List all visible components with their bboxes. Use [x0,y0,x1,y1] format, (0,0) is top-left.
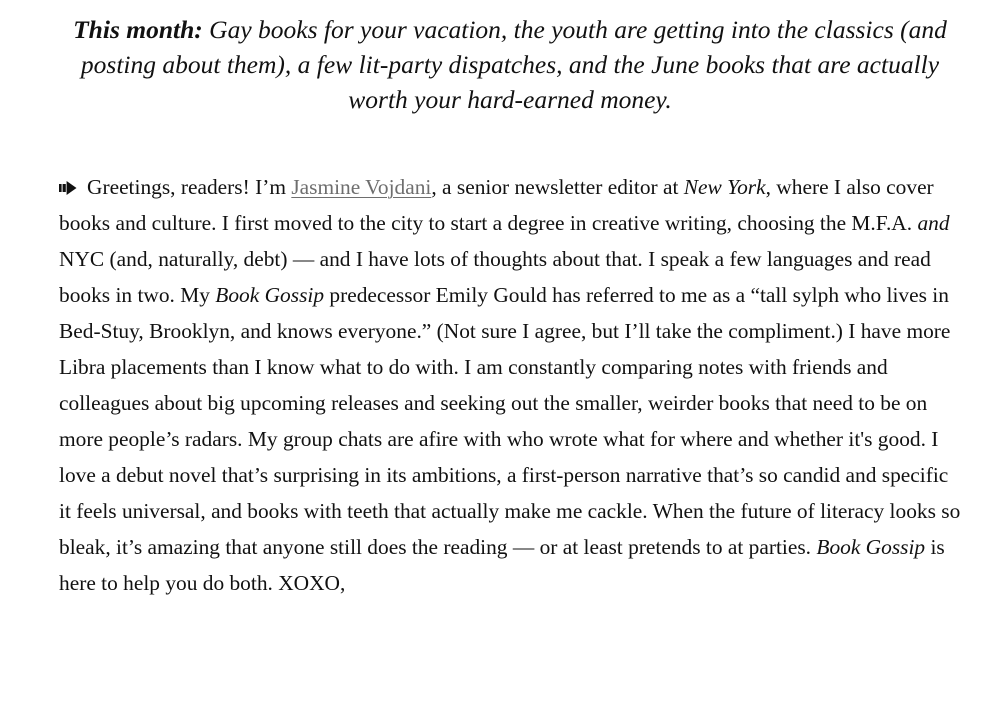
intro-text-6: is here to help you do both. XOXO, [59,535,945,595]
intro-text-3: , where I also cover books and culture. I first moved to the city to start a degree in creative writing, choosing the M.F.A. [59,175,934,235]
intro-text-1: Greetings, readers! I’m [87,175,292,199]
intro-text-5: predecessor Emily Gould has referred to me as a “tall sylph who lives in Bed-Stuy, Brooklyn, and knows everyone.” (Not sure I agree, but I’ll take the compliment.) I have more Libra placements than I know what to do with. I am constantly comparing notes with friends and colleagues about big upcoming releases and seeking out the smaller, weirder books that need to be on more people’s radars. My group chats are afire with who wrote what for where and whether it's good. I love a debut novel that’s surprising in its ambitions, a first-person narrative that’s so candid and specific it feels universal, and books with teeth that actually make me cackle. When the future of literacy looks so bleak, it’s amazing that anyone still does the reading — or at least pretends to at parties. [59,283,961,559]
publication-name: New York [683,175,766,199]
emphasis-and: and [917,211,950,235]
column-name: Book Gossip [816,535,926,559]
author-link[interactable]: Jasmine Vojdani [291,175,432,199]
intro-text-2: , a senior newsletter editor at [431,175,684,199]
arrow-right-icon [59,170,79,206]
dek-text: Gay books for your vacation, the youth are getting into the classics (and posting about them), a few lit-party dispatches, and the June books that are actually worth your hard-earned money. [80,15,947,114]
column-name: Book Gossip [215,283,325,307]
newsletter-dek [60,12,960,117]
dek-lead: This month: [73,15,203,44]
intro-text-4: NYC (and, naturally, debt) — and I have lots of thoughts about that. I speak a few languages and read books in two. My [59,247,931,307]
intro-paragraph [59,169,964,601]
